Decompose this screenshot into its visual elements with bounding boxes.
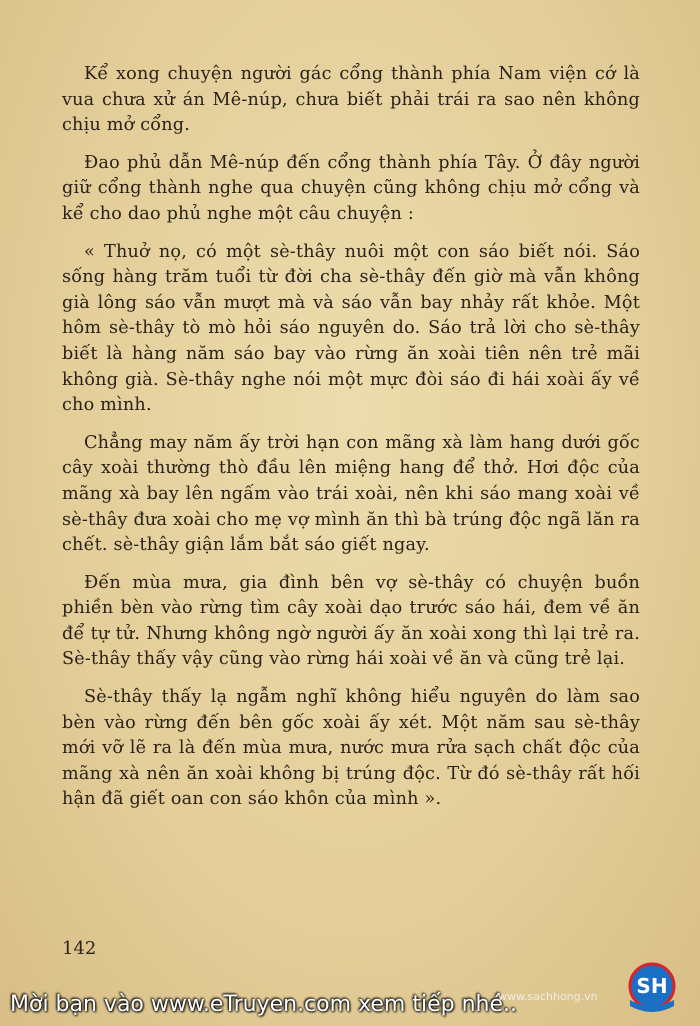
logo-lettering: SH (636, 974, 668, 998)
etruyen-link[interactable]: Mời bạn vào www.eTruyen.com xem tiếp nhé.. (10, 992, 517, 1017)
page-number: 142 (62, 938, 97, 959)
paragraph-3: « Thuở nọ, có một sè-thây nuôi một con sáo biết nói. Sáo sống hàng trăm tuổi từ đời cha sè-thây đến giờ mà vẫn không già lông sáo vẫn mượt mà và sáo vẫn bay nhảy rất khỏe. Một hôm sè-thây tò mò hỏi sáo nguyên do. Sáo trả lời cho sè-thây biết là hàng năm sáo bay vào rừng ăn xoài tiên nên trẻ mãi không già. Sè-thây nghe nói một mực đòi sáo đi hái xoài ấy về cho mình. (62, 241, 640, 416)
paragraph-6: Sè-thây thấy lạ ngẫm nghĩ không hiểu nguyên do làm sao bèn vào rừng đến bên gốc xoài ấy xét. Một năm sau sè-thây mới vỡ lẽ ra là đến mùa mưa, nước mưa rửa sạch chất độc của mãng xà nên ăn xoài không bị trúng độc. Từ đó sè-thây rất hối hận đã giết oan con sáo khôn của mình ». (62, 687, 640, 810)
paragraph-4: Chẳng may năm ấy trời hạn con mãng xà làm hang dưới gốc cây xoài thường thò đầu lên miệng hang để thở. Hơi độc của mãng xà bay lên ngấm vào trái xoài, nên khi sáo mang xoài về sè-thây đưa xoài cho mẹ vợ mình ăn thì bà trúng độc ngã lăn ra chết. sè-thây giận lắm bắt sáo giết ngay. (62, 432, 640, 556)
paragraph-5: Đến mùa mưa, gia đình bên vợ sè-thây có chuyện buồn phiền bèn vào rừng tìm cây xoài dạo trước sáo hái, đem về ăn để tự tử. Nhưng không ngờ người ấy ăn xoài xong thì lại trẻ ra. Sè-thây thấy vậy cũng vào rừng hái xoài về ăn và cũng trẻ lại. (62, 572, 640, 670)
publisher-logo-icon (624, 962, 680, 1014)
page-body (62, 62, 640, 825)
paragraph-2: Đao phủ dẫn Mê-núp đến cổng thành phía Tây. Ở đây người giữ cổng thành nghe qua chuyện cũng không chịu mở cổng và kể cho dao phủ nghe một câu chuyện : (62, 152, 640, 224)
paragraph-1: Kể xong chuyện người gác cổng thành phía Nam viện cớ là vua chưa xử án Mê-núp, chưa biết phải trái ra sao nên không chịu mở cổng. (62, 64, 640, 136)
watermark-text: www.sachhong.vn (498, 990, 598, 1003)
